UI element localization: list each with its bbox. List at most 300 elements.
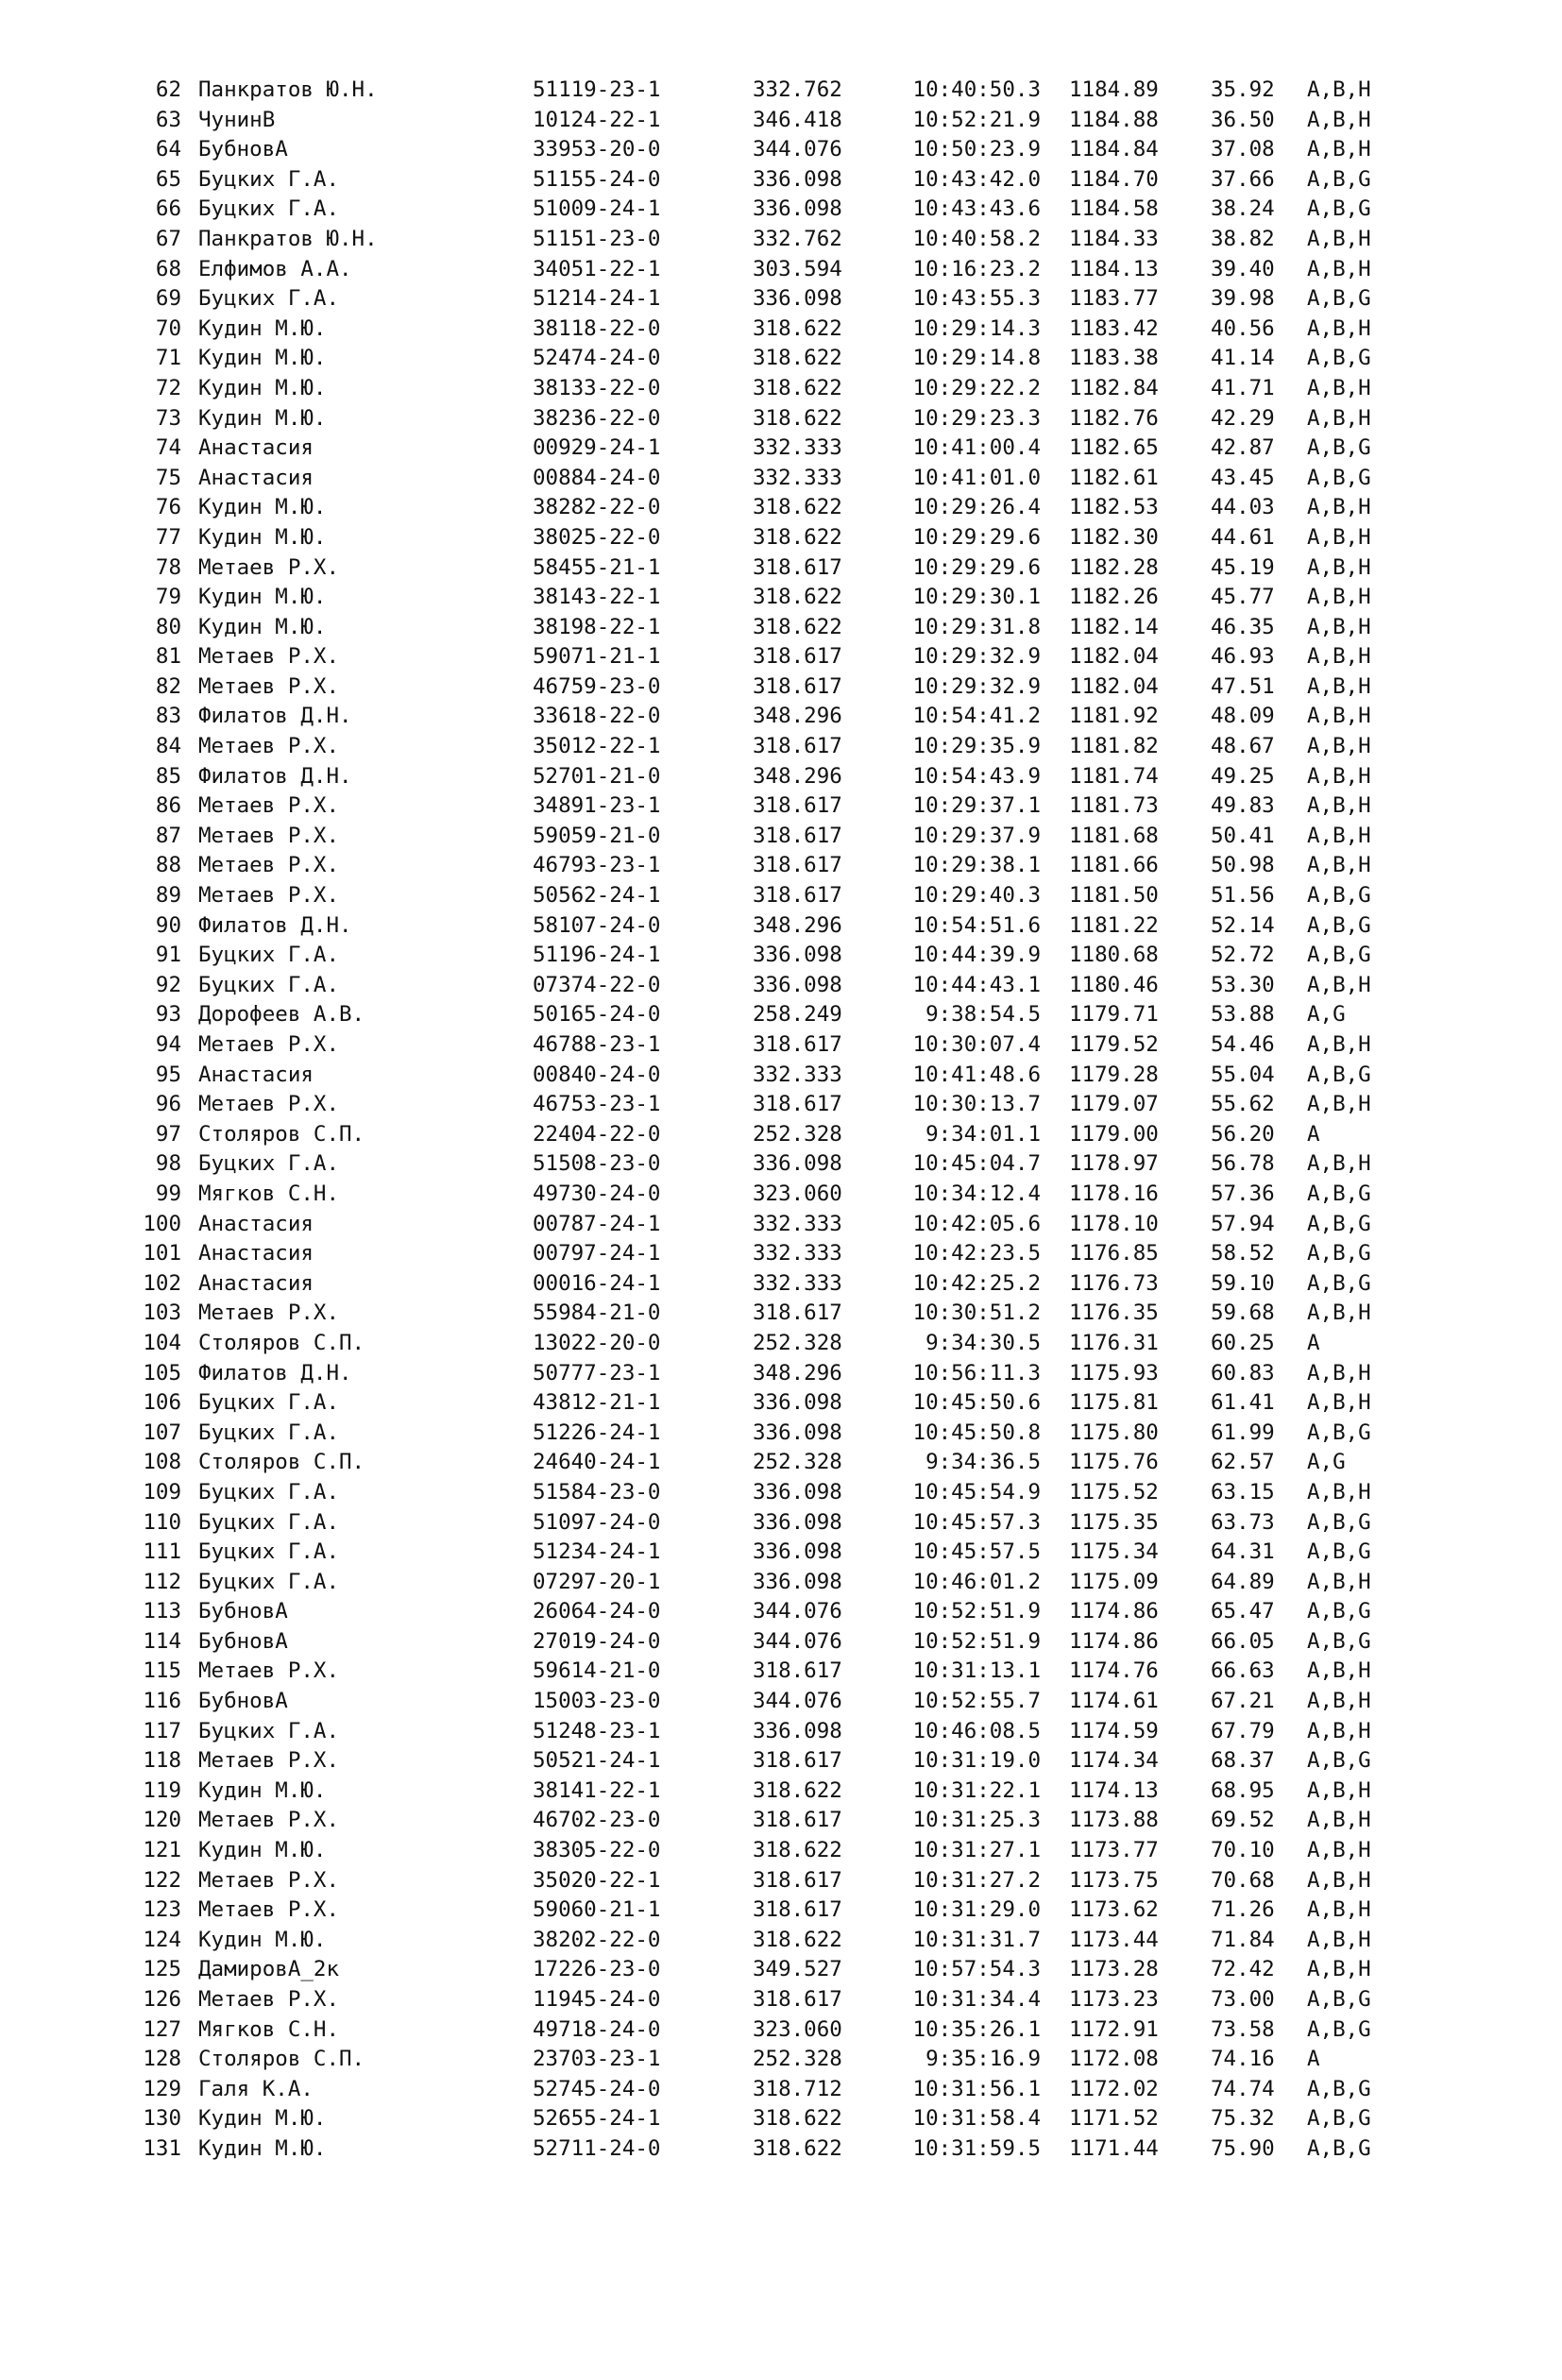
category-flags: A,B,H bbox=[1307, 1479, 1371, 1504]
place-number: 129 bbox=[143, 2076, 181, 2101]
distance: 346.418 bbox=[753, 107, 842, 132]
coefficient: 68.37 bbox=[1211, 1748, 1275, 1774]
speed: 1181.74 bbox=[1069, 763, 1159, 789]
coefficient: 46.35 bbox=[1211, 614, 1275, 639]
coefficient: 51.56 bbox=[1211, 883, 1275, 909]
ring-number: 35020-22-1 bbox=[533, 1867, 661, 1893]
coefficient: 41.71 bbox=[1211, 375, 1275, 400]
distance: 332.333 bbox=[753, 435, 842, 461]
coefficient: 50.41 bbox=[1211, 823, 1275, 848]
fancier-name: Кудин М.Ю. bbox=[198, 346, 327, 371]
ring-number: 52474-24-0 bbox=[533, 346, 661, 371]
place-number: 83 bbox=[155, 704, 181, 729]
place-number: 89 bbox=[155, 883, 181, 909]
coefficient: 66.63 bbox=[1211, 1658, 1275, 1684]
arrival-time: 10:45:57.3 bbox=[912, 1509, 1041, 1535]
place-number: 123 bbox=[143, 1897, 181, 1923]
distance: 336.098 bbox=[753, 1479, 842, 1504]
coefficient: 71.84 bbox=[1211, 1927, 1275, 1952]
fancier-name: Буцких Г.А. bbox=[198, 196, 340, 222]
result-row bbox=[0, 404, 1562, 434]
place-number: 111 bbox=[143, 1539, 181, 1565]
fancier-name: Буцких Г.А. bbox=[198, 1151, 340, 1177]
distance: 336.098 bbox=[753, 1420, 842, 1445]
result-row bbox=[0, 881, 1562, 911]
distance: 303.594 bbox=[753, 256, 842, 281]
category-flags: A,B,H bbox=[1307, 763, 1371, 789]
result-row bbox=[0, 374, 1562, 404]
category-flags: A,B,H bbox=[1307, 1808, 1371, 1833]
coefficient: 45.77 bbox=[1211, 585, 1275, 610]
distance: 318.622 bbox=[753, 614, 842, 639]
category-flags: A,B,G bbox=[1307, 2016, 1371, 2042]
fancier-name: ДамировА_2к bbox=[198, 1957, 340, 1982]
fancier-name: Буцких Г.А. bbox=[198, 943, 340, 968]
coefficient: 70.68 bbox=[1211, 1867, 1275, 1893]
fancier-name: БубновА bbox=[198, 137, 288, 162]
speed: 1184.58 bbox=[1069, 196, 1159, 222]
ring-number: 34891-23-1 bbox=[533, 793, 661, 819]
fancier-name: Кудин М.Ю. bbox=[198, 375, 327, 400]
ring-number: 52745-24-0 bbox=[533, 2076, 661, 2101]
ring-number: 11945-24-0 bbox=[533, 1987, 661, 2012]
result-row bbox=[0, 1955, 1562, 1985]
place-number: 95 bbox=[155, 1062, 181, 1087]
arrival-time: 10:29:29.6 bbox=[912, 524, 1041, 550]
place-number: 103 bbox=[143, 1300, 181, 1326]
fancier-name: Метаев Р.Х. bbox=[198, 1092, 340, 1117]
distance: 318.622 bbox=[753, 1838, 842, 1863]
speed: 1174.34 bbox=[1069, 1748, 1159, 1774]
distance: 336.098 bbox=[753, 286, 842, 312]
place-number: 131 bbox=[143, 2135, 181, 2161]
speed: 1182.04 bbox=[1069, 644, 1159, 670]
speed: 1173.75 bbox=[1069, 1867, 1159, 1893]
distance: 344.076 bbox=[753, 137, 842, 162]
place-number: 64 bbox=[155, 137, 181, 162]
ring-number: 58107-24-0 bbox=[533, 912, 661, 938]
distance: 252.328 bbox=[753, 1330, 842, 1355]
ring-number: 34051-22-1 bbox=[533, 256, 661, 281]
category-flags: A,B,H bbox=[1307, 734, 1371, 759]
speed: 1178.97 bbox=[1069, 1151, 1159, 1177]
result-row bbox=[0, 1926, 1562, 1956]
category-flags: A,B,G bbox=[1307, 1211, 1371, 1236]
place-number: 80 bbox=[155, 614, 181, 639]
category-flags: A,B,H bbox=[1307, 1658, 1371, 1684]
arrival-time: 10:52:21.9 bbox=[912, 107, 1041, 132]
category-flags: A,B,H bbox=[1307, 1927, 1371, 1952]
distance: 318.622 bbox=[753, 375, 842, 400]
distance: 258.249 bbox=[753, 1002, 842, 1028]
result-row bbox=[0, 822, 1562, 852]
arrival-time: 10:42:23.5 bbox=[912, 1241, 1041, 1266]
coefficient: 38.82 bbox=[1211, 226, 1275, 251]
speed: 1176.73 bbox=[1069, 1270, 1159, 1296]
distance: 252.328 bbox=[753, 1450, 842, 1475]
fancier-name: Буцких Г.А. bbox=[198, 972, 340, 997]
distance: 336.098 bbox=[753, 1569, 842, 1594]
result-row bbox=[0, 732, 1562, 762]
arrival-time: 10:31:59.5 bbox=[912, 2135, 1041, 2161]
fancier-name: Метаев Р.Х. bbox=[198, 883, 340, 909]
category-flags: A,B,G bbox=[1307, 1420, 1371, 1445]
ring-number: 00929-24-1 bbox=[533, 435, 661, 461]
coefficient: 55.62 bbox=[1211, 1092, 1275, 1117]
category-flags: A,B,G bbox=[1307, 1987, 1371, 2012]
place-number: 76 bbox=[155, 495, 181, 520]
place-number: 62 bbox=[155, 77, 181, 102]
speed: 1174.86 bbox=[1069, 1628, 1159, 1654]
distance: 318.617 bbox=[753, 823, 842, 848]
speed: 1180.46 bbox=[1069, 972, 1159, 997]
coefficient: 63.73 bbox=[1211, 1509, 1275, 1535]
ring-number: 50562-24-1 bbox=[533, 883, 661, 909]
result-row bbox=[0, 434, 1562, 464]
ring-number: 07297-20-1 bbox=[533, 1569, 661, 1594]
arrival-time: 10:41:01.0 bbox=[912, 465, 1041, 490]
distance: 336.098 bbox=[753, 1539, 842, 1565]
result-row bbox=[0, 225, 1562, 255]
coefficient: 70.10 bbox=[1211, 1838, 1275, 1863]
result-row bbox=[0, 1061, 1562, 1091]
coefficient: 44.61 bbox=[1211, 524, 1275, 550]
speed: 1179.28 bbox=[1069, 1062, 1159, 1087]
arrival-time: 10:29:37.9 bbox=[912, 823, 1041, 848]
coefficient: 39.98 bbox=[1211, 286, 1275, 312]
result-row bbox=[0, 1985, 1562, 2015]
place-number: 104 bbox=[143, 1330, 181, 1355]
result-row bbox=[0, 2015, 1562, 2046]
result-row bbox=[0, 613, 1562, 643]
arrival-time: 10:44:43.1 bbox=[912, 972, 1041, 997]
ring-number: 38236-22-0 bbox=[533, 405, 661, 431]
speed: 1176.31 bbox=[1069, 1330, 1159, 1355]
coefficient: 75.90 bbox=[1211, 2135, 1275, 2161]
speed: 1175.80 bbox=[1069, 1420, 1159, 1445]
category-flags: A,B,H bbox=[1307, 673, 1371, 699]
speed: 1173.77 bbox=[1069, 1838, 1159, 1863]
place-number: 108 bbox=[143, 1450, 181, 1475]
distance: 318.617 bbox=[753, 1867, 842, 1893]
fancier-name: Буцких Г.А. bbox=[198, 1539, 340, 1565]
ring-number: 43812-21-1 bbox=[533, 1390, 661, 1416]
coefficient: 37.08 bbox=[1211, 137, 1275, 162]
ring-number: 51248-23-1 bbox=[533, 1718, 661, 1743]
category-flags: A,B,H bbox=[1307, 554, 1371, 580]
coefficient: 72.42 bbox=[1211, 1957, 1275, 1982]
result-row bbox=[0, 1508, 1562, 1538]
category-flags: A bbox=[1307, 1121, 1320, 1147]
fancier-name: Кудин М.Ю. bbox=[198, 614, 327, 639]
ring-number: 51234-24-1 bbox=[533, 1539, 661, 1565]
coefficient: 55.04 bbox=[1211, 1062, 1275, 1087]
place-number: 113 bbox=[143, 1599, 181, 1624]
speed: 1174.13 bbox=[1069, 1777, 1159, 1803]
arrival-time: 10:31:31.7 bbox=[912, 1927, 1041, 1952]
ring-number: 51155-24-0 bbox=[533, 166, 661, 192]
result-row bbox=[0, 1120, 1562, 1150]
category-flags: A,B,H bbox=[1307, 704, 1371, 729]
distance: 348.296 bbox=[753, 763, 842, 789]
arrival-time: 10:40:50.3 bbox=[912, 77, 1041, 102]
distance: 318.617 bbox=[753, 644, 842, 670]
ring-number: 59059-21-0 bbox=[533, 823, 661, 848]
speed: 1175.34 bbox=[1069, 1539, 1159, 1565]
ring-number: 51226-24-1 bbox=[533, 1420, 661, 1445]
distance: 318.622 bbox=[753, 2106, 842, 2132]
category-flags: A,B,G bbox=[1307, 1062, 1371, 1087]
fancier-name: Метаев Р.Х. bbox=[198, 823, 340, 848]
coefficient: 73.00 bbox=[1211, 1987, 1275, 2012]
coefficient: 58.52 bbox=[1211, 1241, 1275, 1266]
fancier-name: Метаев Р.Х. bbox=[198, 644, 340, 670]
speed: 1181.92 bbox=[1069, 704, 1159, 729]
category-flags: A,B,G bbox=[1307, 435, 1371, 461]
speed: 1181.82 bbox=[1069, 734, 1159, 759]
coefficient: 47.51 bbox=[1211, 673, 1275, 699]
place-number: 77 bbox=[155, 524, 181, 550]
arrival-time: 9:34:30.5 bbox=[925, 1330, 1041, 1355]
distance: 323.060 bbox=[753, 1181, 842, 1206]
place-number: 86 bbox=[155, 793, 181, 819]
category-flags: A,B,G bbox=[1307, 2135, 1371, 2161]
place-number: 126 bbox=[143, 1987, 181, 2012]
fancier-name: Метаев Р.Х. bbox=[198, 1658, 340, 1684]
distance: 252.328 bbox=[753, 1121, 842, 1147]
category-flags: A,B,G bbox=[1307, 166, 1371, 192]
speed: 1181.66 bbox=[1069, 853, 1159, 878]
fancier-name: Буцких Г.А. bbox=[198, 286, 340, 312]
speed: 1184.13 bbox=[1069, 256, 1159, 281]
speed: 1172.91 bbox=[1069, 2016, 1159, 2042]
distance: 318.622 bbox=[753, 1777, 842, 1803]
coefficient: 56.78 bbox=[1211, 1151, 1275, 1177]
place-number: 107 bbox=[143, 1420, 181, 1445]
speed: 1179.07 bbox=[1069, 1092, 1159, 1117]
place-number: 70 bbox=[155, 315, 181, 341]
coefficient: 52.14 bbox=[1211, 912, 1275, 938]
category-flags: A,B,G bbox=[1307, 943, 1371, 968]
result-row bbox=[0, 1776, 1562, 1807]
arrival-time: 10:29:29.6 bbox=[912, 554, 1041, 580]
category-flags: A,B,H bbox=[1307, 315, 1371, 341]
category-flags: A,B,H bbox=[1307, 1838, 1371, 1863]
fancier-name: Анастасия bbox=[198, 1241, 314, 1266]
result-row bbox=[0, 2104, 1562, 2134]
category-flags: A,B,H bbox=[1307, 495, 1371, 520]
fancier-name: Галя К.А. bbox=[198, 2076, 314, 2101]
speed: 1173.23 bbox=[1069, 1987, 1159, 2012]
arrival-time: 10:29:40.3 bbox=[912, 883, 1041, 909]
place-number: 90 bbox=[155, 912, 181, 938]
place-number: 128 bbox=[143, 2047, 181, 2072]
arrival-time: 10:16:23.2 bbox=[912, 256, 1041, 281]
place-number: 117 bbox=[143, 1718, 181, 1743]
arrival-time: 10:31:13.1 bbox=[912, 1658, 1041, 1684]
coefficient: 37.66 bbox=[1211, 166, 1275, 192]
distance: 336.098 bbox=[753, 166, 842, 192]
coefficient: 45.19 bbox=[1211, 554, 1275, 580]
place-number: 91 bbox=[155, 943, 181, 968]
arrival-time: 10:31:56.1 bbox=[912, 2076, 1041, 2101]
fancier-name: Буцких Г.А. bbox=[198, 1420, 340, 1445]
fancier-name: Метаев Р.Х. bbox=[198, 1748, 340, 1774]
fancier-name: Буцких Г.А. bbox=[198, 1479, 340, 1504]
fancier-name: Кудин М.Ю. bbox=[198, 1777, 327, 1803]
coefficient: 61.41 bbox=[1211, 1390, 1275, 1416]
result-row bbox=[0, 672, 1562, 703]
result-row bbox=[0, 1568, 1562, 1598]
result-row bbox=[0, 255, 1562, 285]
place-number: 87 bbox=[155, 823, 181, 848]
distance: 318.622 bbox=[753, 1927, 842, 1952]
speed: 1173.44 bbox=[1069, 1927, 1159, 1952]
distance: 332.333 bbox=[753, 1211, 842, 1236]
result-row bbox=[0, 314, 1562, 345]
category-flags: A,B,H bbox=[1307, 972, 1371, 997]
coefficient: 67.21 bbox=[1211, 1689, 1275, 1714]
ring-number: 51009-24-1 bbox=[533, 196, 661, 222]
fancier-name: Анастасия bbox=[198, 1062, 314, 1087]
category-flags: A,B,G bbox=[1307, 1181, 1371, 1206]
distance: 318.617 bbox=[753, 1092, 842, 1117]
arrival-time: 10:54:51.6 bbox=[912, 912, 1041, 938]
ring-number: 07374-22-0 bbox=[533, 972, 661, 997]
arrival-time: 10:57:54.3 bbox=[912, 1957, 1041, 1982]
speed: 1175.93 bbox=[1069, 1360, 1159, 1386]
place-number: 121 bbox=[143, 1838, 181, 1863]
fancier-name: Буцких Г.А. bbox=[198, 1390, 340, 1416]
distance: 332.333 bbox=[753, 1241, 842, 1266]
fancier-name: Метаев Р.Х. bbox=[198, 734, 340, 759]
coefficient: 54.46 bbox=[1211, 1032, 1275, 1057]
speed: 1176.35 bbox=[1069, 1300, 1159, 1326]
coefficient: 69.52 bbox=[1211, 1808, 1275, 1833]
coefficient: 52.72 bbox=[1211, 943, 1275, 968]
coefficient: 41.14 bbox=[1211, 346, 1275, 371]
distance: 336.098 bbox=[753, 1509, 842, 1535]
speed: 1181.68 bbox=[1069, 823, 1159, 848]
coefficient: 53.88 bbox=[1211, 1002, 1275, 1028]
category-flags: A,B,G bbox=[1307, 883, 1371, 909]
arrival-time: 10:29:32.9 bbox=[912, 673, 1041, 699]
category-flags: A,B,H bbox=[1307, 137, 1371, 162]
category-flags: A,B,H bbox=[1307, 1689, 1371, 1714]
category-flags: A,B,H bbox=[1307, 256, 1371, 281]
speed: 1182.61 bbox=[1069, 465, 1159, 490]
fancier-name: Столяров С.П. bbox=[198, 1450, 365, 1475]
coefficient: 59.68 bbox=[1211, 1300, 1275, 1326]
coefficient: 42.87 bbox=[1211, 435, 1275, 461]
speed: 1182.76 bbox=[1069, 405, 1159, 431]
arrival-time: 10:29:14.8 bbox=[912, 346, 1041, 371]
ring-number: 46788-23-1 bbox=[533, 1032, 661, 1057]
ring-number: 22404-22-0 bbox=[533, 1121, 661, 1147]
fancier-name: Филатов Д.Н. bbox=[198, 912, 352, 938]
coefficient: 67.79 bbox=[1211, 1718, 1275, 1743]
distance: 318.617 bbox=[753, 1658, 842, 1684]
ring-number: 59060-21-1 bbox=[533, 1897, 661, 1923]
place-number: 68 bbox=[155, 256, 181, 281]
place-number: 72 bbox=[155, 375, 181, 400]
category-flags: A,B,G bbox=[1307, 1241, 1371, 1266]
ring-number: 50777-23-1 bbox=[533, 1360, 661, 1386]
distance: 348.296 bbox=[753, 704, 842, 729]
coefficient: 57.36 bbox=[1211, 1181, 1275, 1206]
arrival-time: 10:40:58.2 bbox=[912, 226, 1041, 251]
ring-number: 38025-22-0 bbox=[533, 524, 661, 550]
category-flags: A,B,G bbox=[1307, 2076, 1371, 2101]
category-flags: A,B,H bbox=[1307, 1151, 1371, 1177]
result-row bbox=[0, 165, 1562, 196]
speed: 1182.14 bbox=[1069, 614, 1159, 639]
fancier-name: Филатов Д.Н. bbox=[198, 1360, 352, 1386]
place-number: 130 bbox=[143, 2106, 181, 2132]
fancier-name: Панкратов Ю.Н. bbox=[198, 77, 378, 102]
coefficient: 73.58 bbox=[1211, 2016, 1275, 2042]
place-number: 69 bbox=[155, 286, 181, 312]
place-number: 116 bbox=[143, 1689, 181, 1714]
place-number: 110 bbox=[143, 1509, 181, 1535]
distance: 344.076 bbox=[753, 1628, 842, 1654]
fancier-name: Метаев Р.Х. bbox=[198, 793, 340, 819]
arrival-time: 10:29:22.2 bbox=[912, 375, 1041, 400]
distance: 318.617 bbox=[753, 853, 842, 878]
distance: 336.098 bbox=[753, 1390, 842, 1416]
result-row bbox=[0, 464, 1562, 494]
place-number: 99 bbox=[155, 1181, 181, 1206]
ring-number: 55984-21-0 bbox=[533, 1300, 661, 1326]
arrival-time: 10:45:04.7 bbox=[912, 1151, 1041, 1177]
speed: 1182.04 bbox=[1069, 673, 1159, 699]
category-flags: A,B,H bbox=[1307, 1092, 1371, 1117]
ring-number: 50521-24-1 bbox=[533, 1748, 661, 1774]
result-row bbox=[0, 523, 1562, 553]
result-row bbox=[0, 1030, 1562, 1061]
fancier-name: БубновА bbox=[198, 1689, 288, 1714]
place-number: 82 bbox=[155, 673, 181, 699]
arrival-time: 10:54:43.9 bbox=[912, 763, 1041, 789]
place-number: 114 bbox=[143, 1628, 181, 1654]
category-flags: A,B,H bbox=[1307, 1300, 1371, 1326]
speed: 1174.59 bbox=[1069, 1718, 1159, 1743]
result-row bbox=[0, 1269, 1562, 1300]
place-number: 100 bbox=[143, 1211, 181, 1236]
place-number: 105 bbox=[143, 1360, 181, 1386]
result-row bbox=[0, 911, 1562, 942]
result-row bbox=[0, 1210, 1562, 1240]
arrival-time: 10:43:43.6 bbox=[912, 196, 1041, 222]
category-flags: A,B,G bbox=[1307, 1628, 1371, 1654]
speed: 1174.76 bbox=[1069, 1658, 1159, 1684]
arrival-time: 10:41:48.6 bbox=[912, 1062, 1041, 1087]
place-number: 67 bbox=[155, 226, 181, 251]
results-list bbox=[0, 76, 1562, 2165]
arrival-time: 10:29:37.1 bbox=[912, 793, 1041, 819]
ring-number: 38202-22-0 bbox=[533, 1927, 661, 1952]
distance: 336.098 bbox=[753, 1718, 842, 1743]
place-number: 98 bbox=[155, 1151, 181, 1177]
coefficient: 53.30 bbox=[1211, 972, 1275, 997]
arrival-time: 10:29:14.3 bbox=[912, 315, 1041, 341]
result-row bbox=[0, 941, 1562, 971]
place-number: 120 bbox=[143, 1808, 181, 1833]
arrival-time: 10:45:50.8 bbox=[912, 1420, 1041, 1445]
coefficient: 42.29 bbox=[1211, 405, 1275, 431]
place-number: 65 bbox=[155, 166, 181, 192]
coefficient: 60.83 bbox=[1211, 1360, 1275, 1386]
